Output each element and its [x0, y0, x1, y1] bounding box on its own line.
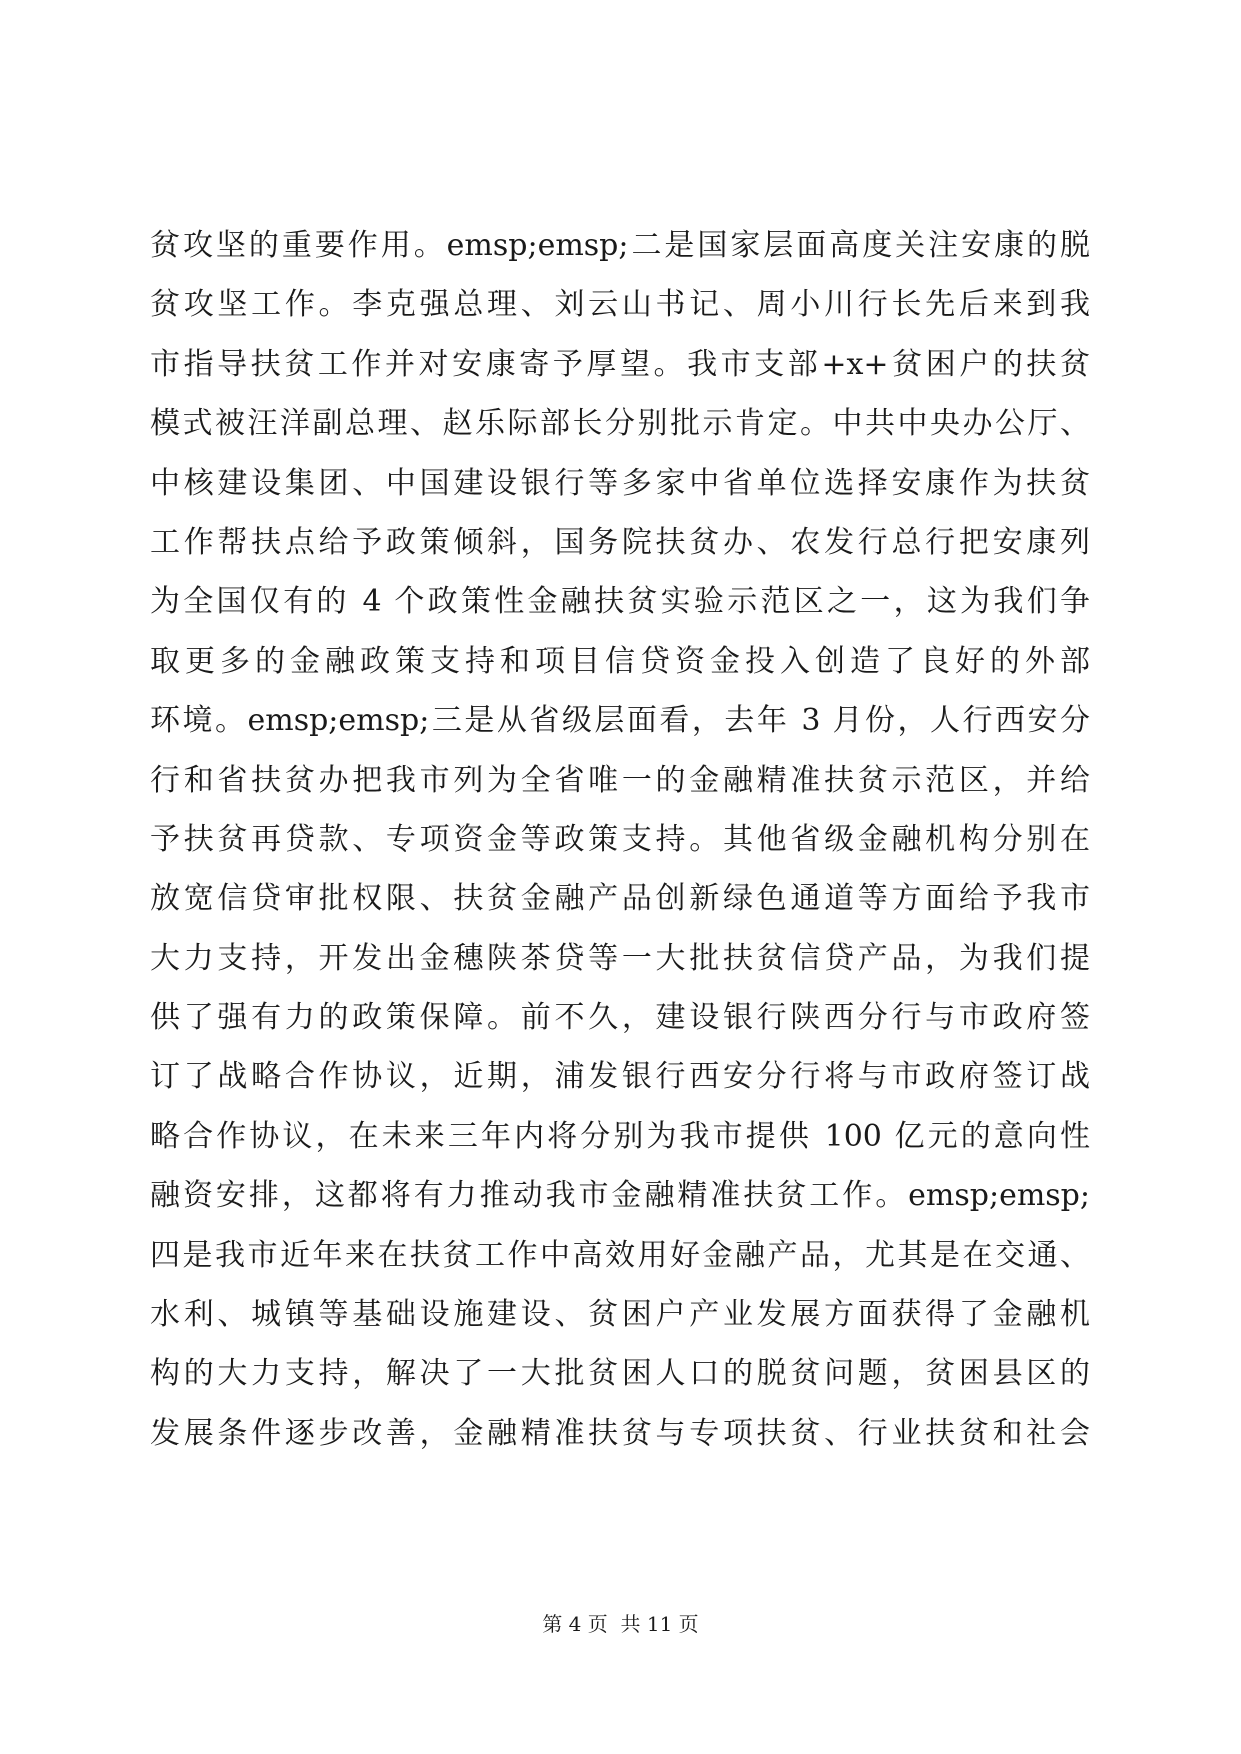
text-line: 予扶贫再贷款、专项资金等政策支持。其他省级金融机构分别在 [150, 821, 1090, 857]
text-line: 模式被汪洋副总理、赵乐际部长分别批示肯定。中共中央办公厅、 [150, 406, 1090, 442]
text-line: 大力支持，开发出金穗陕茶贷等一大批扶贫信贷产品，为我们提 [150, 940, 1090, 976]
text-line: 水利、城镇等基础设施建设、贫困户产业发展方面获得了金融机 [150, 1297, 1090, 1333]
text-line: 四是我市近年来在扶贫工作中高效用好金融产品，尤其是在交通、 [150, 1237, 1090, 1273]
text-line: 构的大力支持，解决了一大批贫困人口的脱贫问题，贫困县区的 [150, 1356, 1090, 1392]
text-line: 融资安排，这都将有力推动我市金融精准扶贫工作。emsp;emsp; [150, 1178, 1090, 1214]
text-line: 行和省扶贫办把我市列为全省唯一的金融精准扶贫示范区，并给 [150, 762, 1090, 798]
text-line: 市指导扶贫工作并对安康寄予厚望。我市支部+x+贫困户的扶贫 [150, 346, 1090, 382]
text-line: 放宽信贷审批权限、扶贫金融产品创新绿色通道等方面给予我市 [150, 881, 1090, 917]
text-line: 为全国仅有的 4 个政策性金融扶贫实验示范区之一，这为我们争 [150, 584, 1090, 620]
text-line: 中核建设集团、中国建设银行等多家中省单位选择安康作为扶贫 [150, 465, 1090, 501]
text-line: 发展条件逐步改善，金融精准扶贫与专项扶贫、行业扶贫和社会 [150, 1415, 1090, 1451]
text-line: 工作帮扶点给予政策倾斜，国务院扶贫办、农发行总行把安康列 [150, 524, 1090, 560]
text-line: 取更多的金融政策支持和项目信贷资金投入创造了良好的外部 [150, 643, 1090, 679]
body-text [150, 228, 1090, 1475]
text-line: 订了战略合作协议，近期，浦发银行西安分行将与市政府签订战 [150, 1059, 1090, 1095]
page-number-footer: 第 4 页 共 11 页 [542, 1612, 699, 1636]
text-line: 贫攻坚工作。李克强总理、刘云山书记、周小川行长先后来到我 [150, 287, 1090, 323]
text-line: 贫攻坚的重要作用。emsp;emsp;二是国家层面高度关注安康的脱 [150, 228, 1090, 263]
text-line: 环境。emsp;emsp;三是从省级层面看，去年 3 月份，人行西安分 [150, 703, 1090, 739]
text-line: 略合作协议，在未来三年内将分别为我市提供 100 亿元的意向性 [150, 1118, 1090, 1154]
text-line: 供了强有力的政策保障。前不久，建设银行陕西分行与市政府签 [150, 1000, 1090, 1036]
